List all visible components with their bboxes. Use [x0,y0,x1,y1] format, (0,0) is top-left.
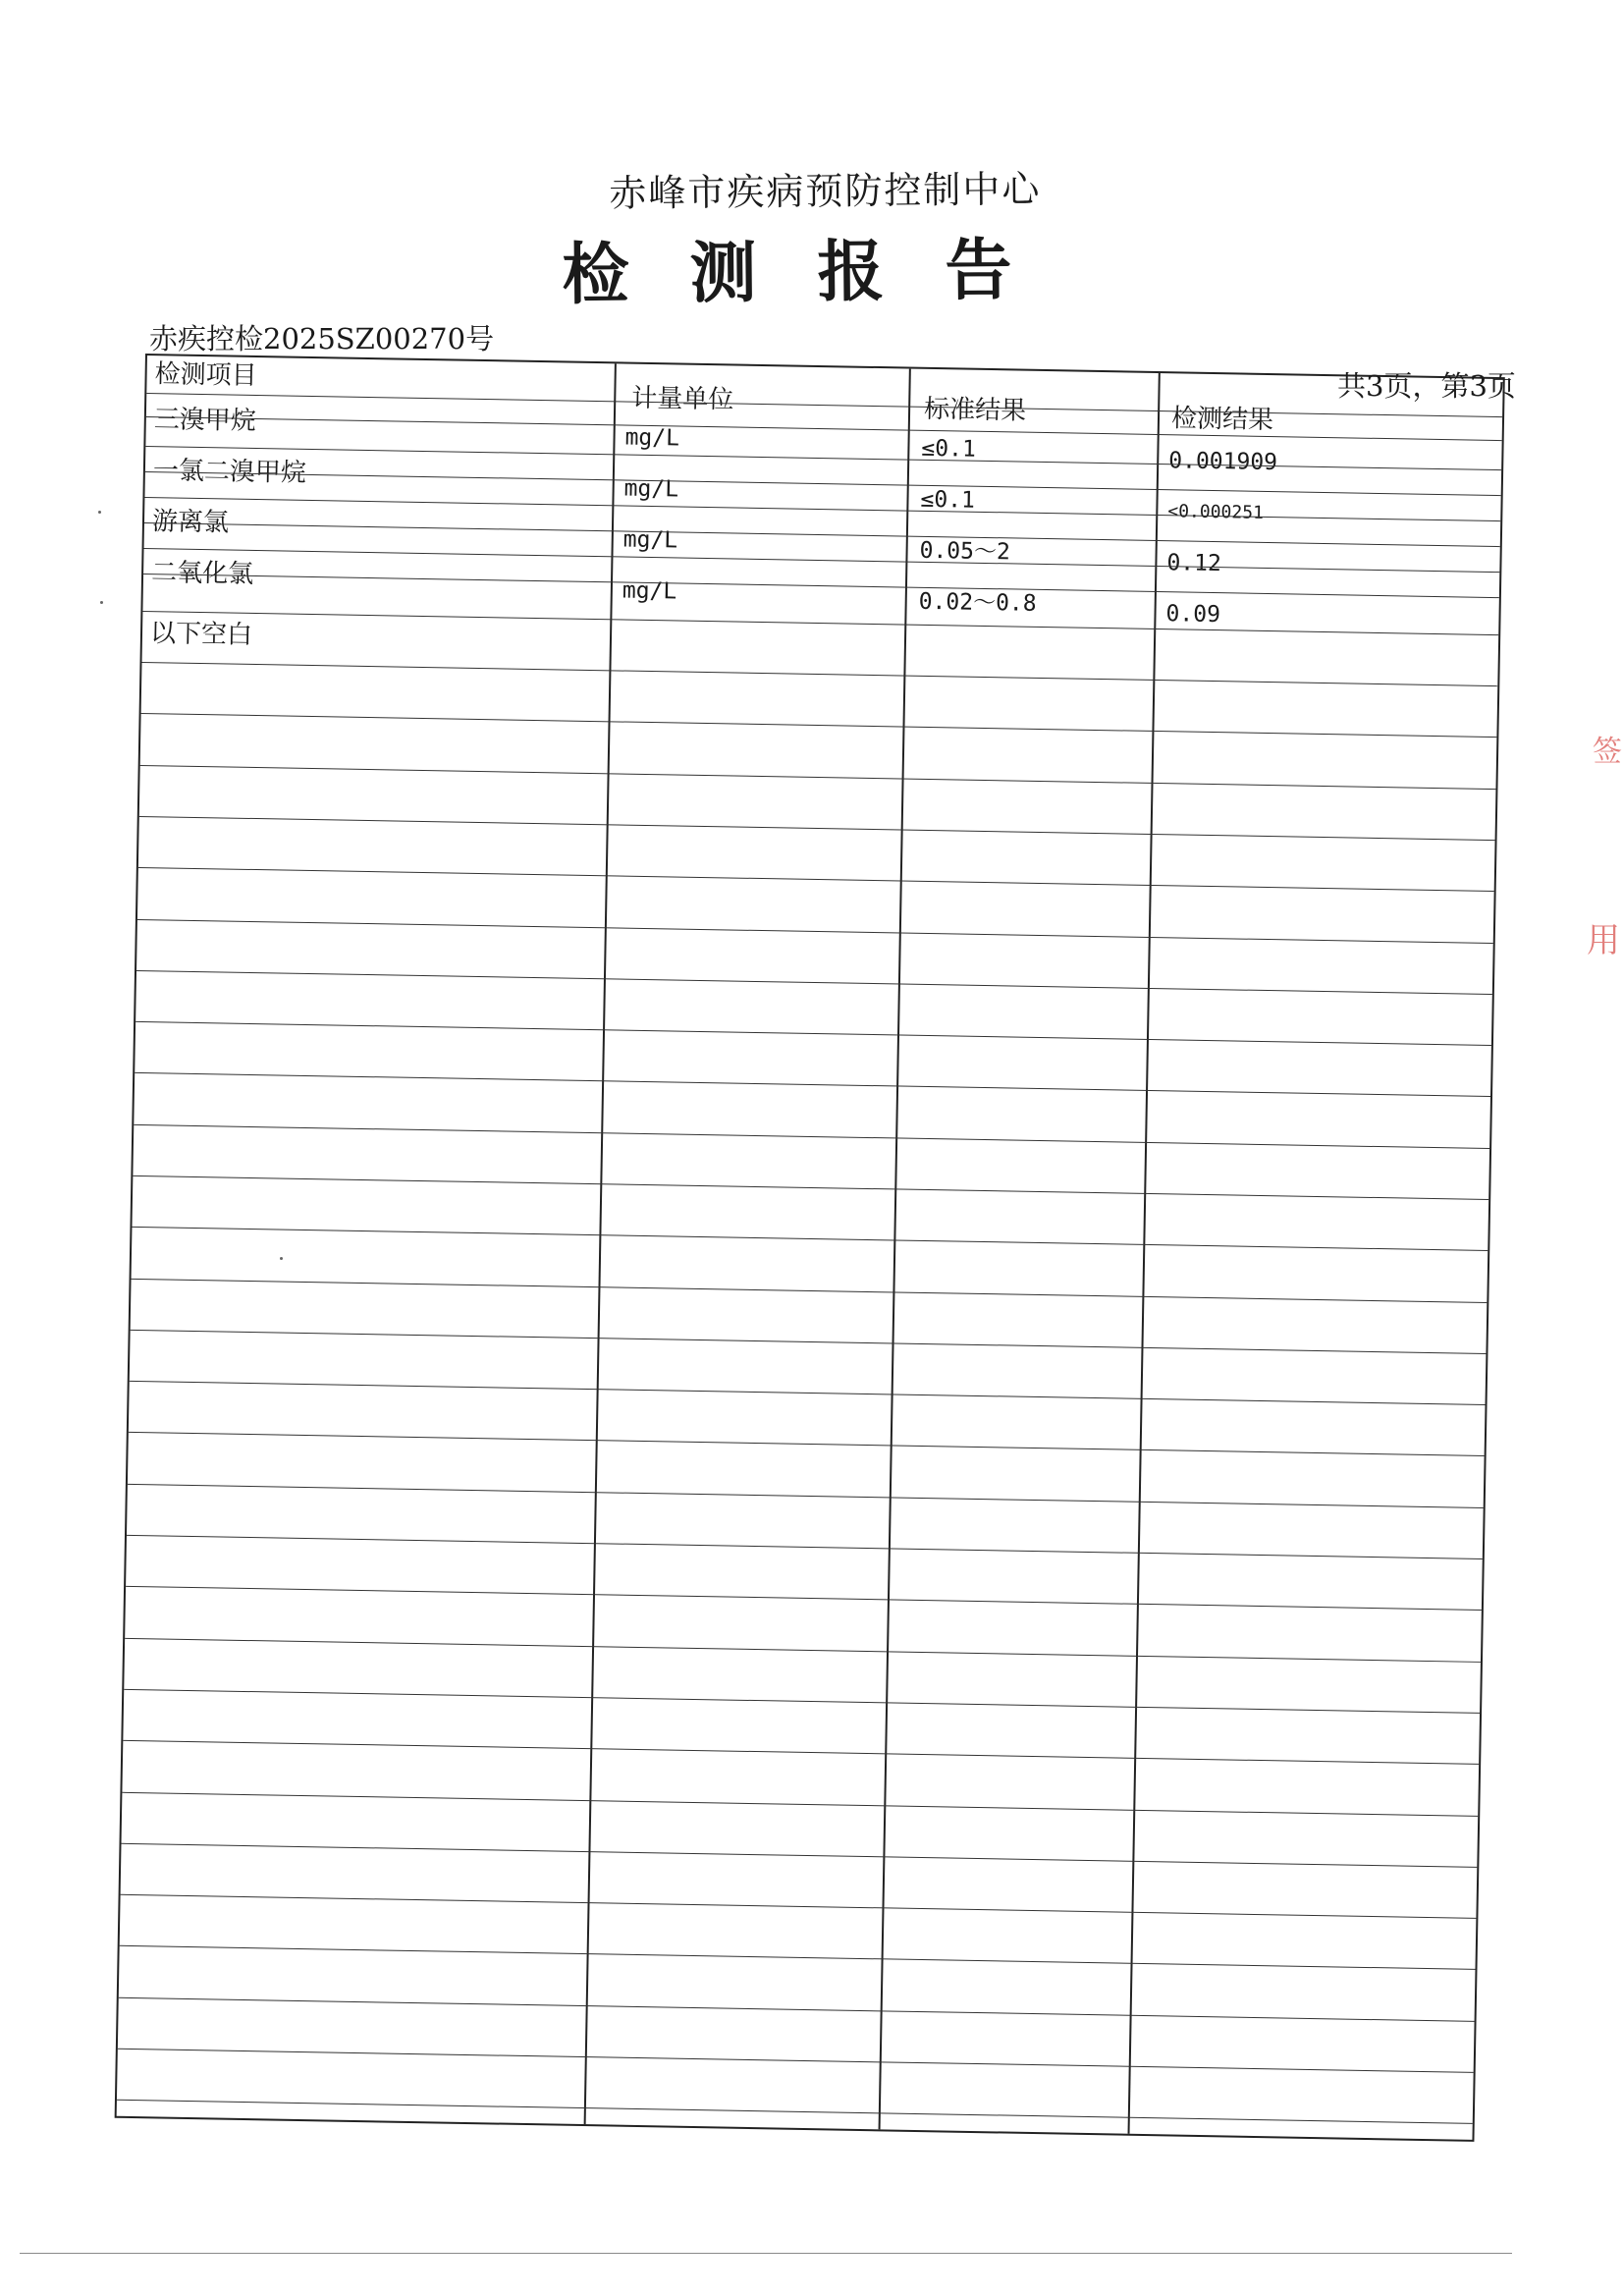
row-line [132,1279,1488,1303]
blank-below-note: 以下空白 [149,619,253,650]
column-divider [1128,373,1161,2134]
table-cell-unit: mg/L [624,424,680,452]
row-line [124,1689,1480,1714]
row-line [146,393,1502,417]
row-line [144,497,1500,521]
scan-speck [280,1257,283,1260]
table-cell-standard: 0.02～0.8 [918,588,1037,617]
table-cell-unit: mg/L [622,577,677,605]
column-divider [584,363,617,2124]
row-line [121,1894,1477,1919]
report-title: 检测报告 [562,230,1073,314]
row-line [122,1792,1478,1817]
row-line [145,446,1501,470]
row-line [123,1740,1479,1765]
table-cell-standard: ≤0.1 [920,486,976,514]
row-line [134,1124,1489,1149]
row-line [143,574,1499,598]
table-cell-result: 0.09 [1165,601,1221,629]
table-cell-standard: 0.05～2 [919,537,1011,566]
column-header-item: 检测项目 [154,359,257,391]
column-header-unit: 计量单位 [631,383,734,415]
scan-edge-line [20,2253,1512,2254]
organization-name: 赤峰市疾病预防控制中心 [609,167,1042,215]
table-cell-unit: mg/L [622,526,678,554]
column-header-result: 检测结果 [1170,404,1274,436]
row-line [125,1638,1481,1663]
row-line [118,2049,1474,2073]
row-line [138,867,1494,892]
row-line [140,765,1496,790]
seal-fragment: 用 [1587,921,1620,960]
row-line [139,816,1495,841]
row-line [146,416,1502,441]
table-cell-result: 0.001909 [1168,448,1278,476]
seal-fragment: 签 [1593,735,1622,769]
scan-speck [98,511,101,514]
row-line [141,713,1497,738]
table-cell-item: 一氯二溴甲烷 [152,456,307,488]
table-cell-result: 0.12 [1166,550,1222,577]
row-line [117,2100,1473,2124]
row-line [144,522,1500,547]
results-table [115,354,1505,2142]
row-line [131,1330,1487,1354]
row-line [133,1175,1488,1200]
row-line [145,471,1501,496]
scan-speck [100,601,103,604]
row-line [130,1381,1486,1405]
row-line [127,1535,1483,1559]
table-cell-result: <0.000251 [1167,501,1265,523]
row-line [137,919,1493,944]
row-line [129,1432,1485,1456]
row-line [120,1945,1476,1970]
row-line [135,1072,1490,1097]
row-line [119,1997,1475,2022]
row-line [122,1843,1478,1868]
row-line [142,611,1498,635]
page-indicator: 共3页，第3页 [1337,369,1516,403]
row-line [142,662,1498,686]
row-line [135,1021,1491,1046]
row-line [136,970,1492,995]
table-cell-item: 三溴甲烷 [153,405,257,436]
table-cell-item: 二氧化氯 [150,558,254,589]
column-header-standard: 标准结果 [923,394,1027,426]
column-divider [879,369,911,2130]
table-cell-item: 游离氯 [151,507,230,538]
table-cell-standard: ≤0.1 [921,435,977,463]
row-line [126,1586,1482,1611]
row-line [132,1227,1488,1251]
row-line [128,1484,1484,1508]
table-cell-unit: mg/L [623,475,679,503]
report-number: 赤疾控检2025SZ00270号 [149,322,495,355]
